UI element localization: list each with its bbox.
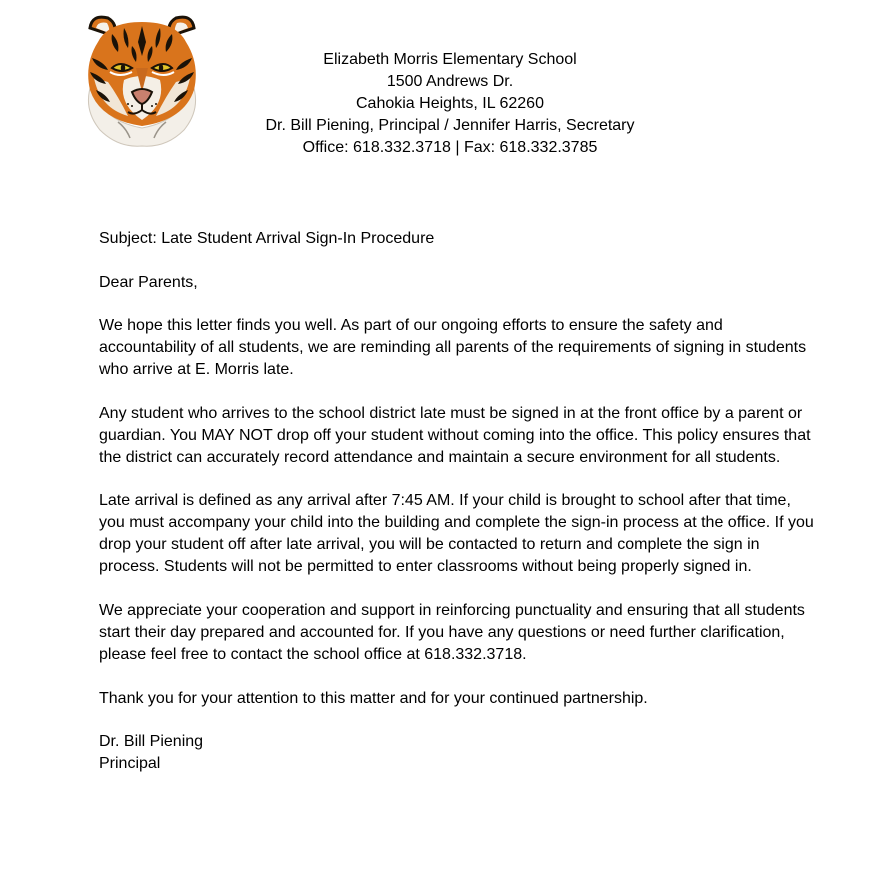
letter-body	[99, 228, 819, 775]
letter-paragraph: Any student who arrives to the school district late must be signed in at the front office by a parent or guardian. You MAY NOT drop off your student without coming into the office. This policy ensures that the district can accurately record attendance and maintain a secure environment for all students.	[99, 404, 811, 466]
tiger-icon	[78, 12, 206, 148]
signature-title: Principal	[99, 755, 161, 773]
letter-paragraph: We appreciate your cooperation and support in reinforcing punctuality and ensuring that all students start their day prepared and accounted for. If you have any questions or need further clarification, please feel free to contact the school office at 618.332.3718.	[99, 601, 805, 663]
letter-paragraph: We hope this letter finds you well. As part of our ongoing efforts to ensure the safety and accountability of all students, we are reminding all parents of the requirements of signing in students who arrive at E. Morris late.	[99, 317, 807, 379]
school-staff: Dr. Bill Piening, Principal / Jennifer Harris, Secretary	[265, 117, 635, 134]
signature-name: Dr. Bill Piening	[99, 733, 204, 751]
school-street: 1500 Andrews Dr.	[386, 73, 514, 90]
letter-paragraph: Late arrival is defined as any arrival after 7:45 AM. If your child is brought to school after that time, you must accompany your child into the building and complete the sign-in process at the office. If you drop your student off after late arrival, you will be contacted to return and complete the sign in process. Students will not be permitted to enter classrooms without being properly signed in.	[99, 492, 814, 576]
letter-subject: Subject: Late Student Arrival Sign-In Procedure	[99, 230, 435, 247]
letterhead	[210, 49, 690, 159]
letter-signature	[99, 731, 819, 775]
letter-salutation: Dear Parents,	[99, 273, 198, 291]
school-contact: Office: 618.332.3718 | Fax: 618.332.3785	[302, 139, 598, 156]
school-name: Elizabeth Morris Elementary School	[323, 51, 577, 68]
school-city-state-zip: Cahokia Heights, IL 62260	[356, 95, 544, 112]
letter-paragraph: Thank you for your attention to this matter and for your continued partnership.	[99, 689, 648, 707]
school-logo	[78, 12, 206, 148]
